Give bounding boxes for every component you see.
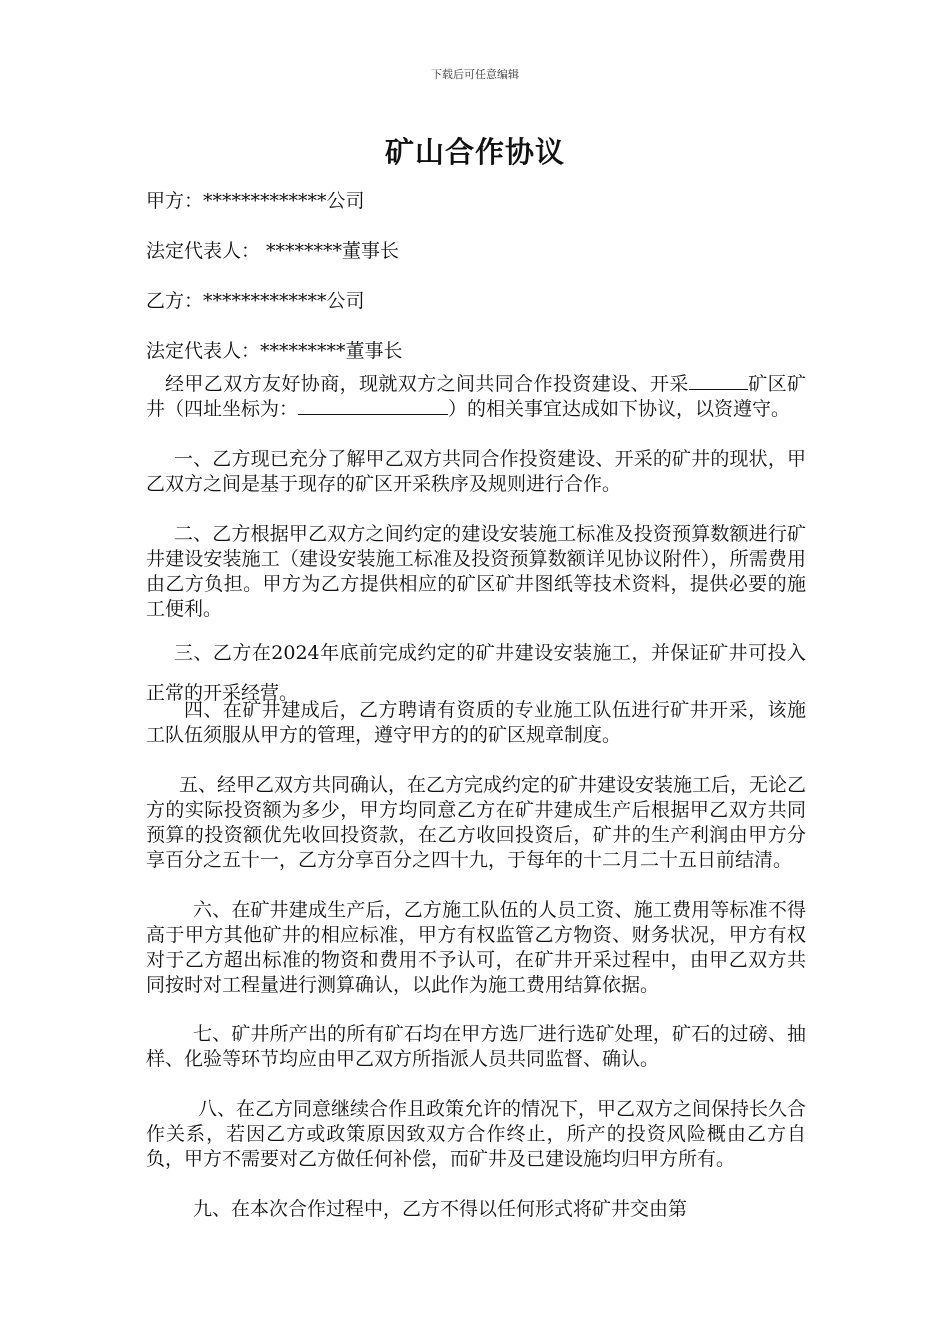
- clause-2: [146, 522, 806, 622]
- party-a-representative-line: 法定代表人： ********董事长: [146, 240, 400, 262]
- coordinates-blank-field: [298, 397, 448, 415]
- location-blank-field: [689, 372, 712, 390]
- clause-2-text: 二、乙方根据甲乙双方之间约定的建设安装施工标准及投资预算数额进行矿井建设安装施工（建设安装施工标准及投资预算数额详见协议附件），所需费用由乙方负担。甲方为乙方提供相应的矿区矿井图纸等技术资料，提供必要的施工便利。: [146, 523, 806, 620]
- clause-6: [146, 898, 806, 998]
- intro-paragraph: [146, 372, 806, 422]
- party-b-representative-line: 法定代表人：*********董事长: [146, 340, 403, 362]
- clause-3-text: 三、乙方在2024年底前完成约定的矿井建设安装施工，并保证矿井可投入正常的开采经营。: [146, 642, 806, 704]
- clause-5: [146, 773, 806, 873]
- clause-7-text: 七、矿井所产出的所有矿石均在甲方选厂进行选矿处理，矿石的过磅、抽样、化验等环节均应由甲乙双方所指派人员共同监督、确认。: [146, 1023, 806, 1070]
- clause-1: [146, 447, 806, 497]
- clause-9: [146, 1197, 806, 1222]
- clause-8: [146, 1097, 806, 1172]
- intro-text-1: 经甲乙双方友好协商，现就双方之间共同合作投资建设、开采: [165, 373, 689, 395]
- clause-7: [146, 1022, 806, 1072]
- intro-text-2: 矿区矿井（四址坐标为：: [146, 373, 806, 420]
- party-b-line: 乙方：*************公司: [146, 290, 365, 312]
- intro-text-3: ）的相关事宜达成如下协议，以资遵守。: [448, 398, 791, 420]
- header-note: 下载后可任意编辑: [431, 68, 519, 81]
- clause-4: [146, 698, 806, 748]
- clause-9-text: 九、在本次合作过程中，乙方不得以任何形式将矿井交由第: [193, 1198, 688, 1220]
- clause-4-text: 四、在矿井建成后，乙方聘请有资质的专业施工队伍进行矿井开采，该施工队伍须服从甲方的管理，遵守甲方的的矿区规章制度。: [146, 699, 806, 746]
- clause-5-text: 五、经甲乙双方共同确认，在乙方完成约定的矿井建设安装施工后，无论乙方的实际投资额为多少，甲方均同意乙方在矿井建成生产后根据甲乙双方共同预算的投资额优先收回投资款，在乙方收回投资后，矿井的生产利润由甲方分享百分之五十一，乙方分享百分之四十九，于每年的十二月二十五日前结清。: [146, 774, 807, 871]
- party-a-line: 甲方：*************公司: [146, 190, 365, 212]
- location-blank-field-cont: [712, 372, 748, 390]
- clause-1-text: 一、乙方现已充分了解甲乙双方共同合作投资建设、开采的矿井的现状，甲乙双方之间是基于现存的矿区开采秩序及规则进行合作。: [146, 448, 806, 495]
- document-title: 矿山合作协议: [384, 135, 565, 169]
- clause-6-text: 六、在矿井建成生产后，乙方施工队伍的人员工资、施工费用等标准不得高于甲方其他矿井的相应标准，甲方有权监管乙方物资、财务状况，甲方有权对于乙方超出标准的物资和费用不予认可，在矿井开采过程中，由甲乙双方共同按时对工程量进行测算确认，以此作为施工费用结算依据。: [146, 899, 806, 996]
- clause-8-text: 八、在乙方同意继续合作且政策允许的情况下，甲乙双方之间保持长久合作关系，若因乙方或政策原因致双方合作终止，所产的投资风险概由乙方自负，甲方不需要对乙方做任何补偿，而矿井及已建设施均归甲方所有。: [146, 1098, 807, 1170]
